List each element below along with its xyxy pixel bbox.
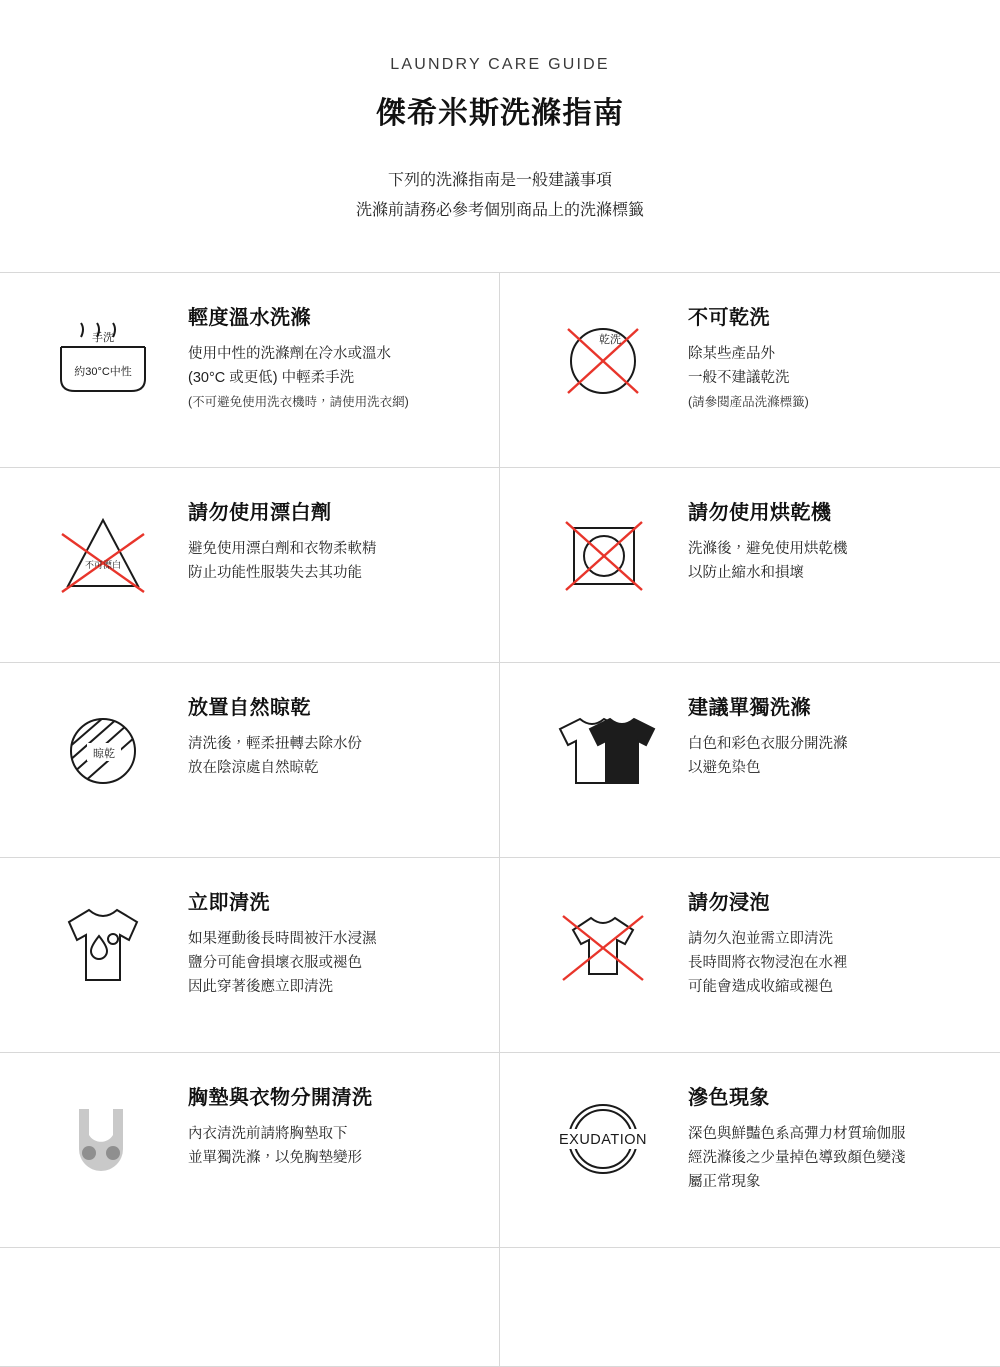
care-item-line: 屬正常現象 [688,1174,761,1190]
care-item-line: 如果運動後長時間被汗水浸濕 [188,931,377,947]
line-dry-icon-label: 晾乾 [93,748,115,760]
care-item-title: 胸墊與衣物分開清洗 [188,1087,373,1109]
subtitle-line-2: 洗滌前請務必參考個別商品上的洗滌標籤 [355,202,644,219]
care-row [0,468,1000,663]
care-item-line: 可能會造成收縮或褪色 [688,979,833,995]
care-item-natural-dry [0,663,500,857]
care-item-gentle-warm-wash [0,273,500,467]
care-row [0,663,1000,858]
care-item-line: 洗滌後，避免使用烘乾機 [688,541,848,557]
exudation-icon-label: EXUDATION [558,1132,648,1148]
care-item-line: 除某些產品外 [688,346,775,362]
care-row [0,858,1000,1053]
no-tumble-dry-icon [518,494,688,614]
care-item-line: 以避免染色 [688,760,761,776]
care-item-text [188,299,409,414]
page-subtitle [0,166,1000,226]
exudation-icon [518,1079,688,1199]
grid-footer-row [0,1248,1000,1367]
care-item-line: 白色和彩色衣服分開洗滌 [688,736,848,752]
hand-wash-icon-bottom-label: 約30°C中性 [74,366,132,378]
care-item-text [188,689,362,780]
care-item-text [688,299,809,414]
care-row [0,273,1000,468]
care-item-color-exudation [500,1053,1000,1247]
care-item-text [688,1079,906,1194]
care-item-line: 並單獨洗滌，以免胸墊變形 [188,1150,362,1166]
care-item-no-tumble-dry [500,468,1000,662]
care-item-line: 一般不建議乾洗 [688,370,790,386]
sweat-shirt-icon [18,884,188,1004]
hand-wash-icon [18,299,188,419]
two-shirts-icon [518,689,688,809]
care-item-no-soaking [500,858,1000,1052]
care-item-line: 鹽分可能會損壞衣服或褪色 [188,955,362,971]
care-item-line: 長時間將衣物浸泡在水裡 [688,955,848,971]
care-item-title: 建議單獨洗滌 [688,697,811,719]
sports-bra-icon [18,1079,188,1199]
care-item-title: 請勿浸泡 [688,892,770,914]
care-item-line: 內衣清洗前請將胸墊取下 [188,1126,348,1142]
care-item-line: (不可避免使用洗衣機時，請使用洗衣網) [188,395,409,409]
care-item-title: 放置自然晾乾 [188,697,311,719]
page-eyebrow: LAUNDRY CARE GUIDE [390,56,610,73]
care-item-line: 避免使用漂白劑和衣物柔軟精 [188,541,377,557]
no-bleach-icon-label: 不可漂白 [84,560,122,570]
care-item-text [188,884,377,999]
page-title: 傑希米斯洗滌指南 [376,97,624,130]
care-item-title: 滲色現象 [688,1087,770,1109]
subtitle-line-1: 下列的洗滌指南是一般建議事項 [387,172,612,189]
care-item-line: 以防止縮水和損壞 [688,565,804,581]
hand-wash-icon-top-label: 手洗 [92,332,114,344]
care-item-line: (30°C 或更低) 中輕柔手洗 [188,370,355,386]
care-item-line: 經洗滌後之少量掉色導致顏色變淺 [688,1150,906,1166]
grid-footer-cell-right [500,1248,1000,1366]
care-item-title: 立即清洗 [188,892,270,914]
care-item-title: 請勿使用烘乾機 [688,502,832,524]
care-item-line: 防止功能性服裝失去其功能 [188,565,362,581]
grid-footer-cell-left [0,1248,500,1366]
care-item-line: 請勿久泡並需立即清洗 [688,931,833,947]
care-item-text [188,1079,373,1170]
care-row [0,1053,1000,1248]
care-item-title: 請勿使用漂白劑 [188,502,332,524]
care-item-no-bleach [0,468,500,662]
care-item-title: 不可乾洗 [688,307,770,329]
care-item-wash-immediately [0,858,500,1052]
care-item-line: 深色與鮮豔色系高彈力材質瑜伽服 [688,1126,906,1142]
care-item-line: 因此穿著後應立即清洗 [188,979,333,995]
care-item-no-dry-clean [500,273,1000,467]
line-dry-icon [18,689,188,809]
care-item-text [688,689,848,780]
no-soak-icon [518,884,688,1004]
care-instruction-grid [0,272,1000,1367]
page-header [0,0,1000,226]
care-item-text [188,494,377,585]
care-item-title: 輕度溫水洗滌 [188,307,311,329]
no-bleach-icon [18,494,188,614]
care-item-line: (請參閱產品洗滌標籤) [688,395,809,409]
no-dry-clean-icon [518,299,688,419]
care-item-text [688,494,848,585]
care-item-bra-pad-separate [0,1053,500,1247]
care-item-wash-separately [500,663,1000,857]
care-item-line: 清洗後，輕柔扭轉去除水份 [188,736,362,752]
care-item-line: 放在陰涼處自然晾乾 [188,760,319,776]
dry-clean-icon-label: 乾洗 [599,334,621,346]
care-item-line: 使用中性的洗滌劑在冷水或溫水 [188,346,391,362]
care-item-text [688,884,848,999]
